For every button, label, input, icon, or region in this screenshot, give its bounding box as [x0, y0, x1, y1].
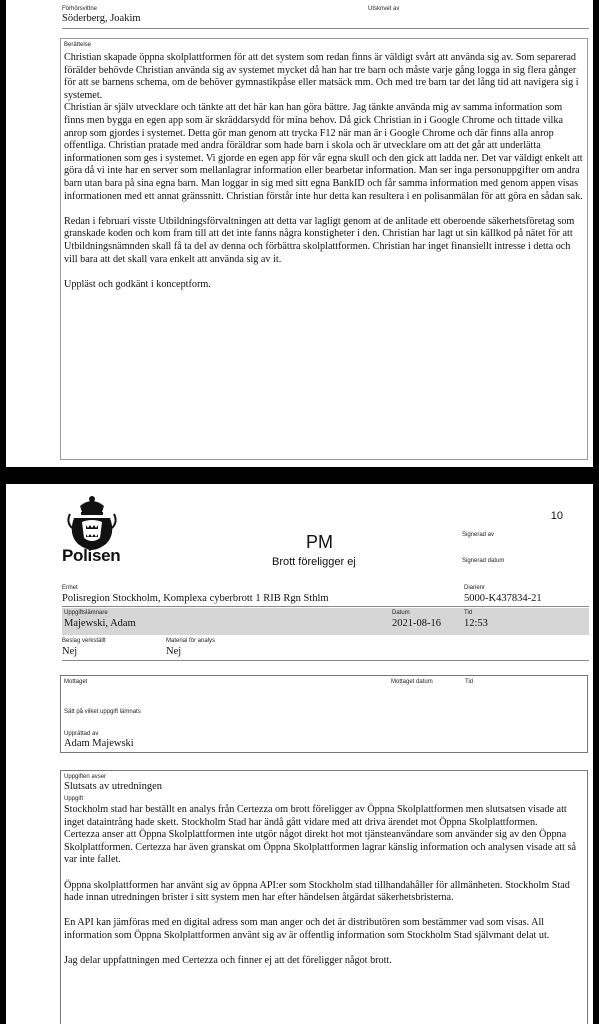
berattelse-paragraph-3: Uppläst och godkänt i konceptform. [64, 278, 211, 290]
page-number: 10 [550, 510, 563, 522]
polisen-logotype: Polisen [62, 546, 121, 565]
document-page-2 [6, 484, 593, 1024]
berattelse-text [64, 52, 584, 304]
uppgift-paragraph-4: Jag delar uppfattningen med Certezza och finner ej att det föreligger något brott. [64, 955, 392, 967]
uppgift-text [64, 804, 584, 980]
mottaget-tid-label: Tid [465, 679, 474, 685]
uppgift-box [60, 770, 588, 1024]
crest-icon [62, 492, 122, 552]
berattelse-label: Berättelse [64, 42, 92, 48]
mottaget-box [60, 675, 588, 753]
tid-label: Tid [464, 610, 473, 616]
mottaget-label: Mottaget [64, 679, 88, 685]
datum-label: Datum [392, 610, 410, 616]
beslag-value: Nej [62, 646, 78, 657]
diarienr-label: Diarienr [464, 585, 486, 591]
beslag-label: Beslag verkställt [62, 638, 106, 644]
material-label: Material för analys [166, 638, 216, 644]
forhorsvittne-label: Förhörsvittne [62, 6, 98, 12]
uppgift-paragraph-2: Öppna skolplattformen har använt sig av öppna API:er som Stockholm stad tillhandahåller för allmänheten. Stockholm Stad hade innan utredningen brister i sitt system men har efter händelsen åtgärdat säkerhetsbristerna. [64, 879, 570, 904]
satt-label: Sätt på vilket uppgift lämnats [64, 709, 141, 715]
enhet-value: Polisregion Stockholm, Komplexa cyberbrott 1 RIB Rgn Sthlm [62, 593, 329, 604]
utskrivet-av-label: Utskrivet av [368, 6, 400, 12]
upprattad-value: Adam Majewski [64, 738, 134, 749]
document-subtitle: Brott föreligger ej [272, 556, 356, 568]
signerad-datum-label: Signerad datum [462, 558, 505, 564]
signerad-av-label: Signerad av [462, 532, 495, 538]
document-page-1 [6, 0, 593, 467]
uppgiftslamnare-row [62, 608, 589, 635]
mottaget-datum-label: Mottaget datum [391, 679, 433, 685]
diarienr-value: 5000-K437834-21 [464, 593, 542, 604]
datum-value: 2021-08-16 [392, 618, 441, 629]
divider [62, 660, 589, 661]
uppgift-paragraph-3: En API kan jämföras med en digital adress som man anger och det är distributören som bestämmer vad som visas. All information som Öppna Skolplattformen använt sig av är offentlig information som Stockholm Stad självmant delat ut. [64, 917, 550, 941]
berattelse-paragraph-1: Christian skapade öppna skolplattformen för att det system som redan finns är väldigt svårt att använda sig av. Som separerad förälder behövde Christian använda sig av systemet mycket då han har tre barn och måste varje gång logga in sig flera gånger för att se barnens schema, om de behöver gymnastikpåse eller matsäck mm. Och med tre barn tar det lång tid att navigera sig i systemet. Christian är själv utvecklare och tänkte att det här kan han göra bättre. Jag tänkte använda mig av samma information som finns men bygga en egen app som är skräddarsydd för mina behov. Då gick Christian in i Google Chrome och tittade vilka anrop som gjordes i systemet. Detta gör man genom att trycka F12 när man är i Google Chrome och där finns alla anrop offentliga. Christian pratade med andra föräldrar som hade barn i skola och är utvecklare om att det går att underlätta informationen som ges i systemet. Vi gjorde en egen app för vår egna skull och den gick att ladda ner. Det var väldigt enkelt att göra då vi inte har en server som mellanlagrar information eller bearbetar information. Man ser inga personuppgifter om andra barn utan bara på sina egna barn. Man loggar in sig med sitt egna BankID och får samma information med genom appen visas informationen med ett annat gränssnitt. Christian förstår inte hur detta kan resultera i en polisanmälan för att göra en sådan sak. [64, 52, 583, 202]
uppgiftslamnare-label: Uppgiftslämnare [64, 610, 108, 616]
divider [62, 28, 589, 29]
tid-value: 12:53 [464, 618, 488, 629]
forhorsvittne-value: Söderberg, Joakim [62, 13, 141, 24]
police-crest-logo [62, 492, 122, 565]
berattelse-box [60, 38, 588, 460]
uppgiftslamnare-value: Majewski, Adam [64, 618, 136, 629]
divider [62, 606, 589, 607]
upprattad-label: Upprättad av [64, 731, 99, 737]
avser-value: Slutsats av utredningen [64, 781, 162, 792]
uppgift-paragraph-1: Stockholm stad har beställt en analys från Certezza om brott föreligger av Öppna Skolplattformen men slutsatsen visade att inget dataintrång hade skett. Stockholm Stad har ändå gått vidare med att driva ärendet mot Öppna Skolplattformen. Certezza anser att Öppna Skolplattformen inte utgör något direkt hot mot tjänsteanvändare som använder sig av den Öppna Skolplattformen. Certezza har även granskat om Öppna Skolplattformen lagrar känslig information och analysen visade att så var inte fallet. [64, 804, 577, 866]
uppgift-label: Uppgift [64, 796, 84, 802]
document-title: PM [306, 532, 333, 552]
berattelse-paragraph-2: Redan i februari visste Utbildningsförvaltningen att detta var lagligt genom at de anlitade ett oberoende säkerhetsföretag som granskade koden och kom fram till att det inte fanns några konstigheter i den. Christian har lagt ut sin källkod på nätet för att Utbildningsnämnden skall få ta del av denna och förbättra skolplattformen. Christian har inget finansiellt intresse i detta och vill bara att det skall vara enkelt att använda sig av it. [64, 215, 575, 265]
material-value: Nej [166, 646, 182, 657]
avser-label: Uppgiften avser [64, 774, 107, 780]
enhet-label: Enhet [62, 585, 78, 591]
